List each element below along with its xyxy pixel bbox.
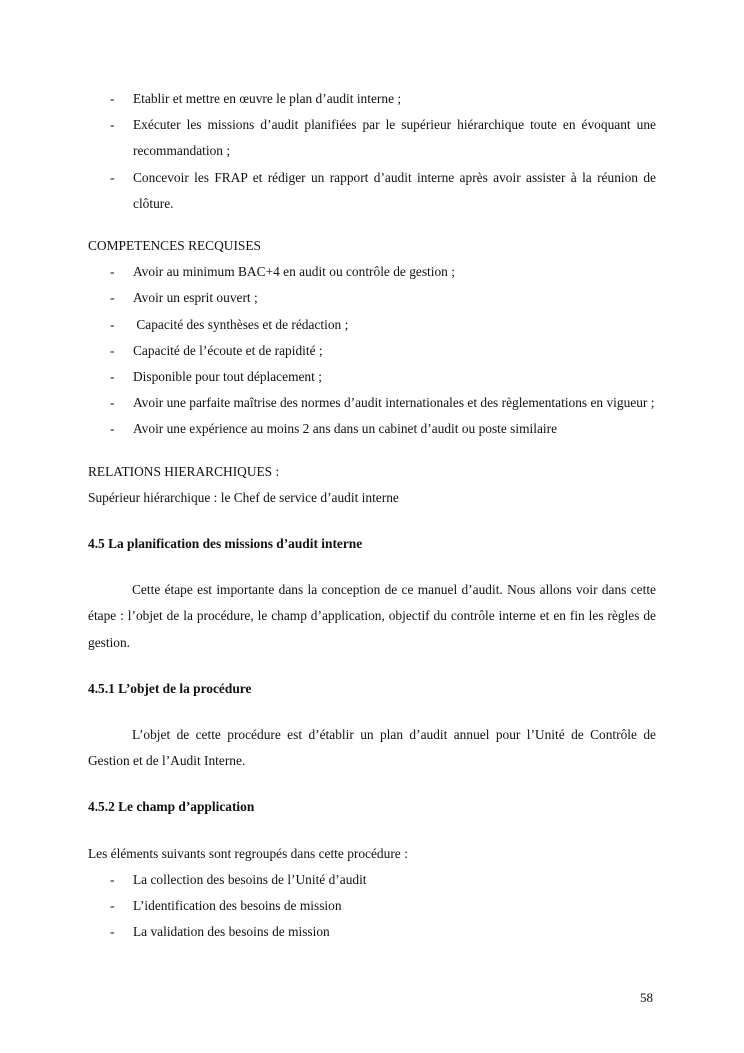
competences-title: COMPETENCES RECQUISES <box>88 238 261 254</box>
dash-marker: - <box>110 395 115 411</box>
scope-text: La collection des besoins de l’Unité d’audit <box>133 871 367 887</box>
task-list <box>88 86 656 217</box>
section-heading-4-5: 4.5 La planification des missions d’audit interne <box>88 536 363 552</box>
competence-text: Disponible pour tout déplacement ; <box>133 369 322 385</box>
list-item <box>88 919 656 945</box>
list-item <box>88 867 656 893</box>
document-page <box>88 86 656 945</box>
dash-marker: - <box>110 316 115 332</box>
dash-marker: - <box>110 117 115 133</box>
dash-marker: - <box>110 871 115 887</box>
dash-marker: - <box>110 898 115 914</box>
dash-marker: - <box>110 342 115 358</box>
section-heading-4-5-2: 4.5.2 Le champ d’application <box>88 799 255 815</box>
list-item <box>88 259 656 285</box>
dash-marker: - <box>110 169 115 185</box>
dash-marker: - <box>110 924 115 940</box>
dash-marker: - <box>110 421 115 437</box>
list-item <box>88 312 656 338</box>
competence-text: Avoir une parfaite maîtrise des normes d’audit internationales et des règlementations en vigueur ; <box>133 395 655 411</box>
spacer <box>88 443 656 459</box>
competence-text: Avoir un esprit ouvert ; <box>133 290 258 306</box>
list-item <box>88 893 656 919</box>
competence-text: Capacité de l’écoute et de rapidité ; <box>133 342 323 358</box>
task-text: Etablir et mettre en œuvre le plan d’audit interne ; <box>133 91 402 106</box>
relations-title: RELATIONS HIERARCHIQUES : <box>88 463 280 479</box>
dash-marker: - <box>110 290 115 306</box>
spacer <box>88 217 656 233</box>
scope-list <box>88 867 656 946</box>
spacer <box>88 821 656 841</box>
list-item <box>88 364 656 390</box>
list-item <box>88 165 656 217</box>
spacer <box>88 656 656 676</box>
section-paragraph-4-5: Cette étape est importante dans la conception de ce manuel d’audit. Nous allons voir dans cette étape : l’objet de la procédure, le champ d’application, objectif du contrôle interne et en fin les règles de gestion. <box>88 582 656 650</box>
list-item <box>88 285 656 311</box>
list-item <box>88 338 656 364</box>
scope-text: La validation des besoins de mission <box>133 924 330 940</box>
relations-text: Supérieur hiérarchique : le Chef de service d’audit interne <box>88 489 399 505</box>
dash-marker: - <box>110 369 115 385</box>
list-item <box>88 112 656 164</box>
spacer <box>88 557 656 577</box>
spacer <box>88 702 656 722</box>
task-text: Concevoir les FRAP et rédiger un rapport d’audit interne après avoir assister à la réunion de clôture. <box>133 169 656 211</box>
list-item <box>88 416 656 442</box>
page-number: 58 <box>640 990 653 1005</box>
spacer <box>88 511 656 531</box>
section-paragraph-4-5-1: L’objet de cette procédure est d’établir un plan d’audit annuel pour l’Unité de Contrôle de Gestion et de l’Audit Interne. <box>88 727 656 769</box>
list-item <box>88 390 656 416</box>
scope-text: L’identification des besoins de mission <box>133 898 342 914</box>
dash-marker: - <box>110 91 115 106</box>
spacer <box>88 774 656 794</box>
competence-text: Capacité des synthèses et de rédaction ; <box>133 316 349 332</box>
list-item <box>88 86 656 112</box>
task-text: Exécuter les missions d’audit planifiées par le supérieur hiérarchique toute en évoquant une recommandation ; <box>133 117 656 159</box>
section-intro-4-5-2: Les éléments suivants sont regroupés dans cette procédure : <box>88 845 408 861</box>
dash-marker: - <box>110 264 115 280</box>
competence-text: Avoir une expérience au moins 2 ans dans un cabinet d’audit ou poste similaire <box>133 421 558 437</box>
competences-list <box>88 259 656 442</box>
competence-text: Avoir au minimum BAC+4 en audit ou contrôle de gestion ; <box>133 264 455 280</box>
section-heading-4-5-1: 4.5.1 L’objet de la procédure <box>88 680 252 696</box>
